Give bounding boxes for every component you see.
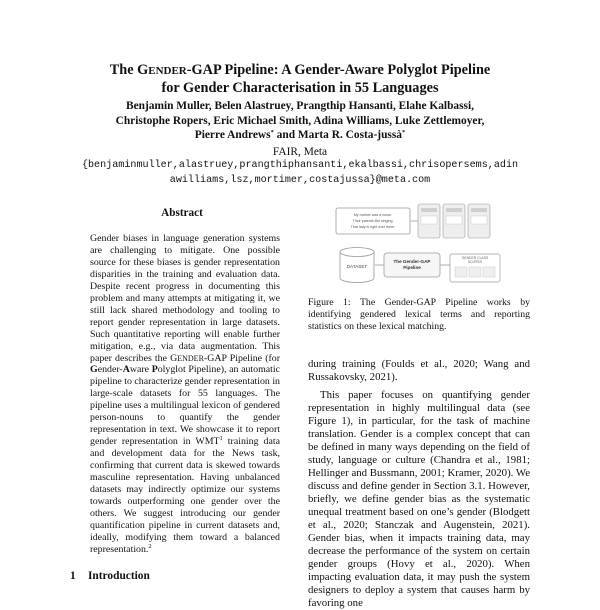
output-score-2 bbox=[469, 267, 481, 277]
pipeline-label-2: Pipeline bbox=[403, 265, 421, 270]
panel-1-cell bbox=[421, 216, 437, 224]
pipeline-label-1: The Gender-GAP bbox=[393, 259, 431, 264]
paragraph-continuation: during training (Foulds et al., 2020; Wang and Russakovsky, 2021). bbox=[308, 358, 530, 383]
panel-3-header bbox=[471, 208, 487, 212]
panel-1-header bbox=[421, 208, 437, 212]
title-line-1: The GENDER-GAP Pipeline: A Gender-Aware Polyglot Pipeline bbox=[109, 62, 491, 78]
author-line-1: Benjamin Muller, Belen Alastruey, Prangthip Hansanti, Elahe Kalbassi, bbox=[126, 100, 474, 112]
sample-line-3: That lady is right over there. bbox=[350, 225, 396, 229]
affiliation: FAIR, Meta bbox=[272, 146, 328, 158]
pipeline-diagram bbox=[322, 198, 516, 290]
section-number: 1 bbox=[70, 570, 76, 582]
section-title: Introduction bbox=[88, 570, 150, 582]
dataset-label: DATASET bbox=[346, 264, 368, 269]
paragraph-focus: This paper focuses on quantifying gender representation in highly multilingual data (see Figure 1), in particular, for the task of machine translation. Gender is a complex concept that can be defined in many ways depending on the field of study, language or culture (Chandra et al., 1981; Hellinger and Bussmann, 2001; Kramer, 2020). We discuss and define gender in Section 3.1. However, briefly, we define gender bias as the systematic unequal treatment based on one’s gender (Blodgett et al., 2020; Stanczak and Augenstein, 2021). Gender bias, when it impacts training data, may decrease the performance of the system on certain gender groups (Hovy et al., 2020). When impacting evaluation data, it may push the system designers to deploy a system that causes harm by favoring one bbox=[308, 389, 530, 609]
right-column-body bbox=[308, 358, 530, 610]
output-label-2: SCORES bbox=[467, 260, 483, 264]
output-score-3 bbox=[483, 267, 495, 277]
sample-line-2: Their parents like singing. bbox=[352, 219, 394, 223]
title-line-2: for Gender Characterisation in 55 Languages bbox=[161, 80, 439, 96]
figure-1 bbox=[322, 198, 516, 290]
section-heading-introduction bbox=[70, 570, 150, 582]
output-score-1 bbox=[455, 267, 467, 277]
author-line-2: Christophe Ropers, Eric Michael Smith, Adina Williams, Luke Zettlemoyer, bbox=[115, 114, 485, 127]
panel-2-cell bbox=[446, 216, 462, 224]
author-list bbox=[60, 99, 540, 143]
abstract-heading: Abstract bbox=[161, 207, 203, 219]
author-emails: {benjaminmuller,alastruey,prangthiphansanti,ekalbassi,chrisopersems,adinawilliams,lsz,mortimer,costajussa}@meta.com bbox=[81, 160, 519, 186]
output-label-1: GENDER CLASS bbox=[461, 256, 489, 260]
panel-3-cell bbox=[471, 216, 487, 224]
author-line-3: Pierre Andrews* and Marta R. Costa-jussà* bbox=[194, 129, 406, 141]
sample-line-1: My mother was a nurse. bbox=[353, 213, 393, 217]
panel-2-header bbox=[446, 208, 462, 212]
abstract-text: Gender biases in language generation systems are challenging to mitigate. One possible source for these biases is gender representation disparities in the training and evaluation data. Despite recent progress in documenting this problem and many attempts at mitigating it, we still lack shared methodology and tooling to report gender representation in large datasets. Such quantitative reporting will enable further mitigation, e.g., via data augmentation. This paper describes the GENDER-GAP Pipeline (for Gender-Aware Polyglot Pipeline), an automatic pipeline to characterize gender representation in large-scale datasets for 55 languages. The pipeline uses a multilingual lexicon of gendered person-nouns to quantify the gender representation in text. We showcase it to report gender representation in WMT$^1$ training data and development data for the News task, confirming that current data is skewed towards masculine representation. Having unbalanced datasets may indirectly optimize our systems towards outperforming one gender over the others. We suggest introducing our gender quantification pipeline in current datasets and, ideally, modifying them toward a balanced representation.$^2$ bbox=[90, 233, 281, 555]
figure-1-caption: Figure 1: The Gender-GAP Pipeline works by identifying gendered lexical terms and reporting statistics on these lexical matching. bbox=[308, 297, 530, 332]
paper-title bbox=[60, 62, 540, 97]
